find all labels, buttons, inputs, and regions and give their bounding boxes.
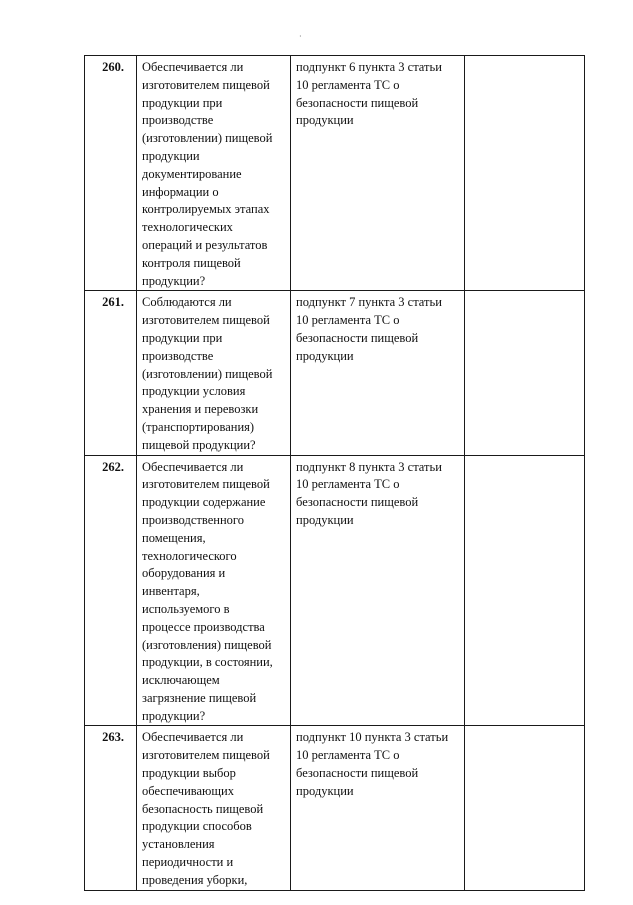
checklist-row-262 — [85, 455, 585, 726]
question-line: продукции? — [142, 273, 206, 288]
reference-line: продукции — [296, 783, 354, 798]
question-line: продукции содержание — [142, 495, 266, 510]
question-line: продукции условия — [142, 384, 246, 399]
reference-cell — [291, 726, 465, 890]
reference-line: 10 регламента ТС о — [296, 77, 400, 92]
question-line: Соблюдаются ли — [142, 295, 232, 310]
question-line: загрязнение пищевой — [142, 690, 257, 705]
row-number-cell — [85, 726, 137, 890]
question-line: используемого в — [142, 601, 230, 616]
question-line: (изготовлении) пищевой — [142, 131, 273, 146]
reference-line: 10 регламента ТС о — [296, 313, 400, 328]
question-line: изготовителем пищевой — [142, 477, 270, 492]
question-line: изготовителем пищевой — [142, 313, 270, 328]
question-line: продукции? — [142, 708, 206, 723]
checklist-row-260 — [85, 56, 585, 291]
question-line: периодичности и — [142, 855, 234, 870]
row-number: 263. — [102, 730, 124, 745]
question-line: (транспортирования) — [142, 419, 255, 434]
note-cell — [465, 56, 585, 291]
row-number: 262. — [102, 459, 124, 474]
reference-line: 10 регламента ТС о — [296, 477, 400, 492]
question-cell — [137, 291, 291, 455]
question-line: обеспечивающих — [142, 783, 234, 798]
question-line: информации о — [142, 184, 219, 199]
checklist-table — [84, 55, 585, 891]
question-line: контроля пищевой — [142, 255, 241, 270]
row-number-cell — [85, 291, 137, 455]
note-cell — [465, 291, 585, 455]
page-mark: · — [299, 32, 302, 41]
question-line: документирование — [142, 166, 242, 181]
reference-line: безопасности пищевой — [296, 330, 419, 345]
question-line: оборудования и — [142, 566, 226, 581]
question-line: продукции, в состоянии, — [142, 655, 273, 670]
reference-line: подпункт 8 пункта 3 статьи — [296, 459, 442, 474]
row-number: 261. — [102, 295, 124, 310]
question-line: продукции выбор — [142, 766, 236, 781]
question-line: технологического — [142, 548, 237, 563]
question-line: продукции — [142, 148, 200, 163]
question-line: продукции при — [142, 330, 223, 345]
reference-cell — [291, 56, 465, 291]
reference-line: продукции — [296, 348, 354, 363]
reference-line: безопасности пищевой — [296, 495, 419, 510]
question-cell — [137, 56, 291, 291]
question-line: процессе производства — [142, 619, 265, 634]
question-line: (изготовлении) пищевой — [142, 366, 273, 381]
row-number-cell — [85, 455, 137, 726]
question-line: Обеспечивается ли — [142, 730, 244, 745]
reference-line: продукции — [296, 512, 354, 527]
question-cell — [137, 455, 291, 726]
question-line: безопасность пищевой — [142, 801, 264, 816]
question-line: технологических — [142, 220, 233, 235]
row-number-cell — [85, 56, 137, 291]
reference-line: безопасности пищевой — [296, 95, 419, 110]
question-line: продукции способов — [142, 819, 252, 834]
question-line: хранения и перевозки — [142, 402, 259, 417]
question-line: производстве — [142, 348, 214, 363]
row-number: 260. — [102, 60, 124, 74]
question-line: продукции при — [142, 95, 223, 110]
question-line: (изготовления) пищевой — [142, 637, 272, 652]
question-line: операций и результатов — [142, 237, 268, 252]
question-line: помещения, — [142, 530, 206, 545]
question-cell — [137, 726, 291, 890]
reference-line: 10 регламента ТС о — [296, 748, 400, 763]
question-line: проведения уборки, — [142, 872, 248, 887]
question-line: инвентаря, — [142, 584, 200, 599]
question-line: пищевой продукции? — [142, 437, 256, 452]
reference-line: подпункт 6 пункта 3 статьи — [296, 60, 442, 74]
question-line: производстве — [142, 113, 214, 128]
reference-line: безопасности пищевой — [296, 766, 419, 781]
question-line: производственного — [142, 512, 244, 527]
question-line: контролируемых этапах — [142, 202, 270, 217]
reference-line: подпункт 10 пункта 3 статьи — [296, 730, 449, 745]
reference-line: продукции — [296, 113, 354, 128]
reference-cell — [291, 455, 465, 726]
note-cell — [465, 455, 585, 726]
question-line: Обеспечивается ли — [142, 459, 244, 474]
reference-line: подпункт 7 пункта 3 статьи — [296, 295, 442, 310]
question-line: установления — [142, 837, 215, 852]
checklist-row-261 — [85, 291, 585, 455]
note-cell — [465, 726, 585, 890]
question-line: изготовителем пищевой — [142, 748, 270, 763]
checklist-row-263 — [85, 726, 585, 890]
question-line: изготовителем пищевой — [142, 77, 270, 92]
question-line: Обеспечивается ли — [142, 60, 244, 74]
reference-cell — [291, 291, 465, 455]
question-line: исключающем — [142, 673, 220, 688]
